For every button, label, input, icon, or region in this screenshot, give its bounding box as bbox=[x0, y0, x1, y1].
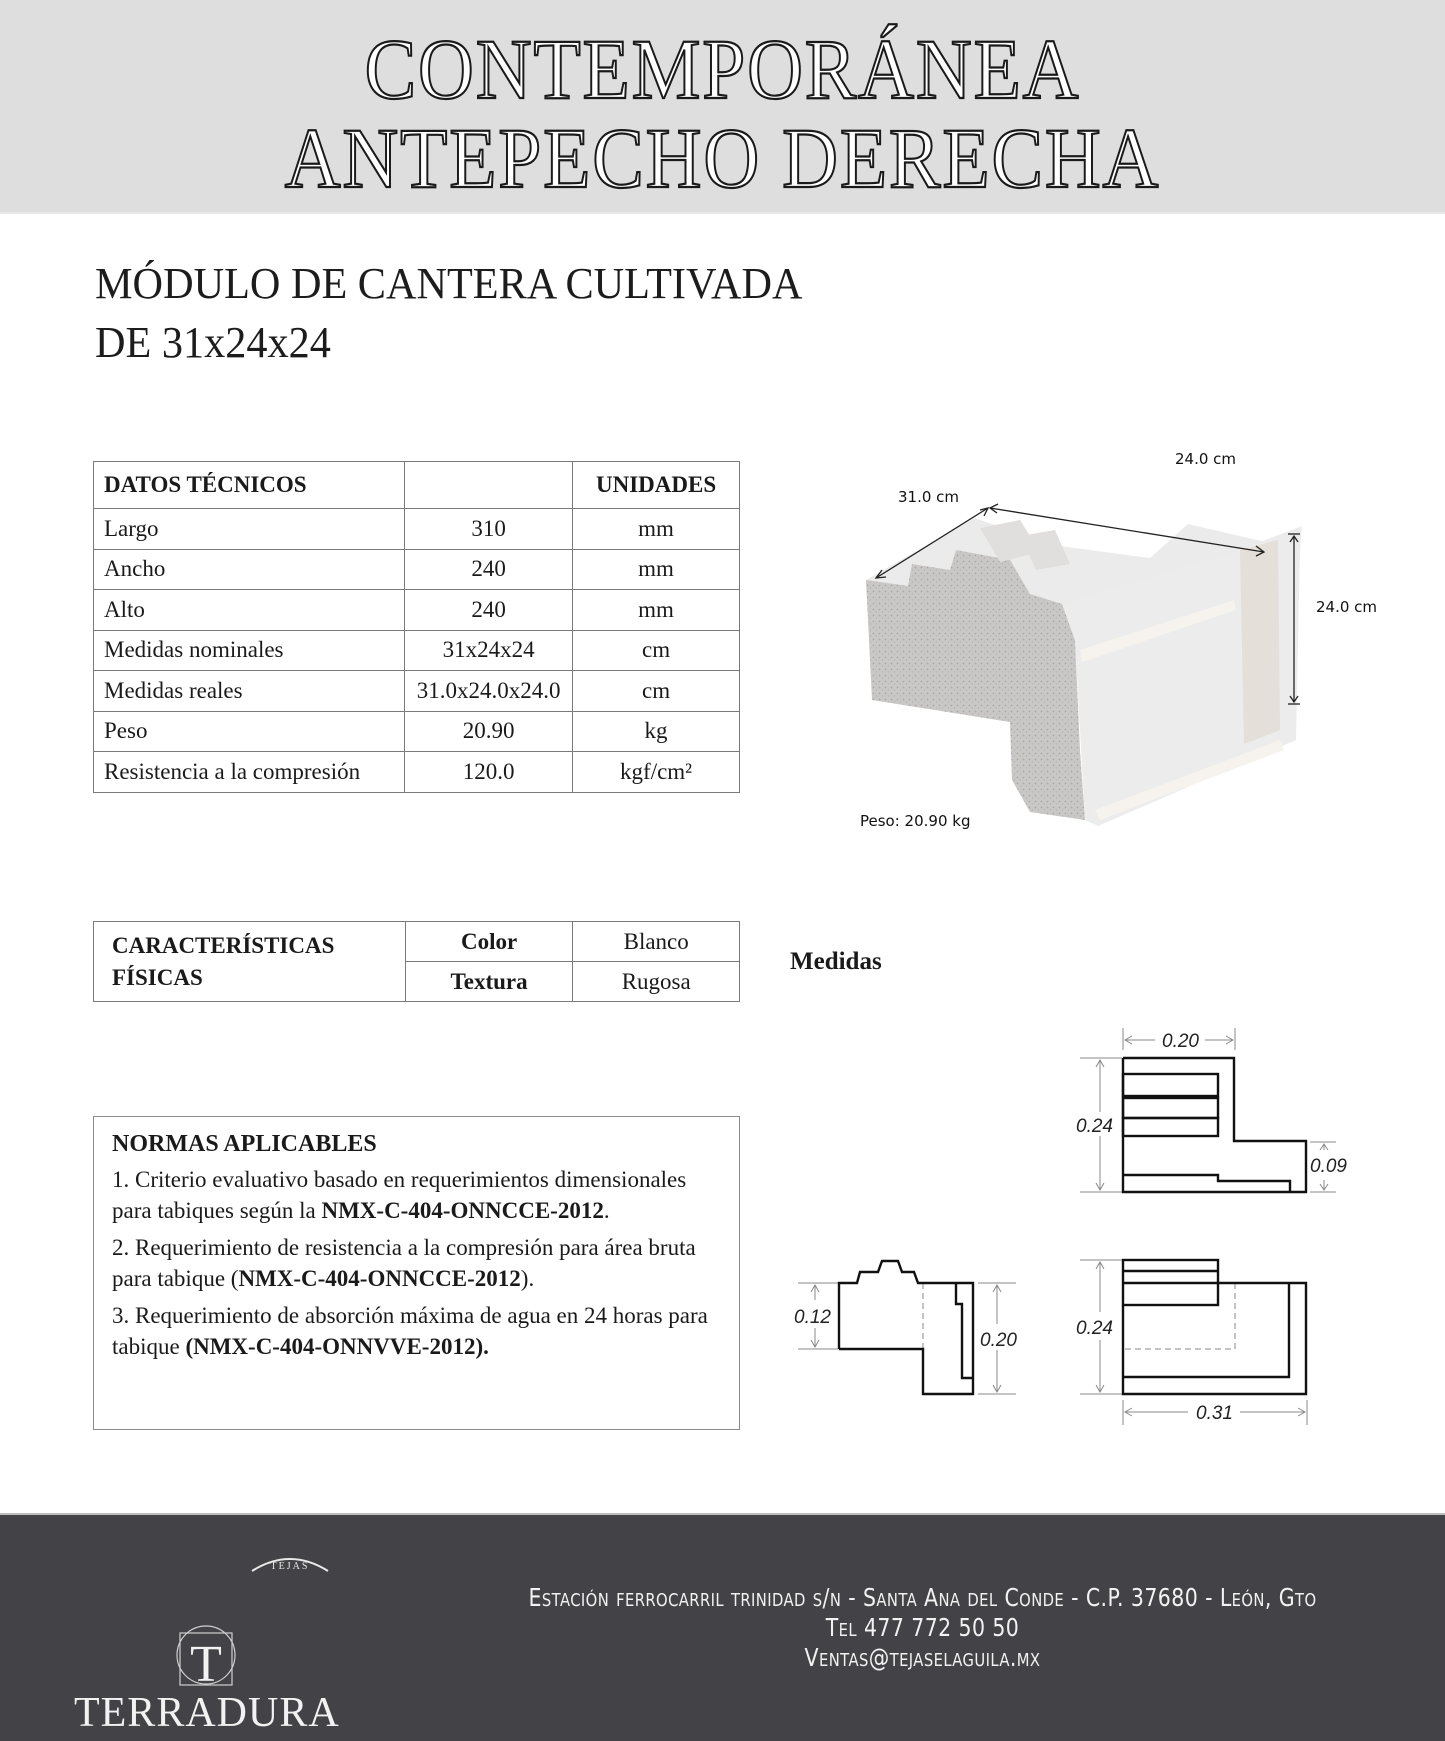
table-row bbox=[94, 711, 740, 752]
row-label: Medidas reales bbox=[94, 671, 405, 712]
row-unit: cm bbox=[573, 671, 740, 712]
row-value: 120.0 bbox=[405, 752, 573, 793]
row-value: 20.90 bbox=[405, 711, 573, 752]
standard-code: NMX-C-404-ONNCCE-2012 bbox=[238, 1266, 521, 1291]
standard-code: NMX-C-404-ONNCCE-2012 bbox=[321, 1198, 604, 1223]
standard-item bbox=[112, 1300, 721, 1362]
top-step-label: 0.09 bbox=[1310, 1156, 1347, 1177]
product-photo bbox=[860, 440, 1400, 840]
applicable-standards-box bbox=[93, 1116, 740, 1430]
page-title-line2: ANTEPECHO DERECHA bbox=[284, 110, 1161, 206]
brand-name: TERRADURA bbox=[74, 1690, 340, 1736]
table-row bbox=[94, 509, 740, 550]
table-row bbox=[94, 549, 740, 590]
row-label: Medidas nominales bbox=[94, 630, 405, 671]
header-cell: DATOS TÉCNICOS bbox=[94, 462, 405, 509]
row-value: 240 bbox=[405, 590, 573, 631]
address: Estación ferrocarril trinidad s/n - Santa Ana del Conde - C.P. 37680 - León, Gto bbox=[528, 1583, 1317, 1612]
email-link[interactable]: Ventas@tejaselaguila.mx bbox=[804, 1643, 1041, 1672]
row-unit: kgf/cm² bbox=[573, 752, 740, 793]
row-label: Peso bbox=[94, 711, 405, 752]
footer bbox=[0, 1513, 1445, 1741]
terradura-logo-icon bbox=[170, 1625, 240, 1691]
row-value: Blanco bbox=[573, 922, 740, 962]
front-height-label: 0.24 bbox=[1076, 1318, 1113, 1339]
front-width-label: 0.31 bbox=[1196, 1403, 1233, 1424]
contact-block bbox=[400, 1583, 1445, 1673]
row-unit: mm bbox=[573, 549, 740, 590]
top-view-drawing bbox=[1060, 1020, 1380, 1200]
physical-label-line2: FÍSICAS bbox=[112, 964, 203, 990]
row-label: Alto bbox=[94, 590, 405, 631]
standard-text: 2. Requerimiento de resistencia a la compresión para área bruta para tabique ( bbox=[112, 1235, 696, 1291]
row-key: Color bbox=[405, 922, 573, 962]
standard-item bbox=[112, 1164, 721, 1226]
physical-label bbox=[94, 922, 406, 1002]
phone: Tel 477 772 50 50 bbox=[825, 1613, 1020, 1642]
page-title-line1: CONTEMPORÁNEA bbox=[364, 21, 1081, 117]
standard-text: 3. Requerimiento de absorción máxima de agua en 24 horas para tabique bbox=[112, 1303, 708, 1359]
row-label: Largo bbox=[94, 509, 405, 550]
front-view-drawing bbox=[1060, 1250, 1380, 1430]
product-subtitle-line2: DE 31x24x24 bbox=[95, 318, 331, 367]
table-row bbox=[94, 671, 740, 712]
row-unit: mm bbox=[573, 509, 740, 550]
product-subtitle-line1: MÓDULO DE CANTERA CULTIVADA bbox=[95, 259, 803, 308]
header-band bbox=[0, 0, 1445, 214]
medidas-heading: Medidas bbox=[790, 948, 882, 975]
standard-tail: ). bbox=[520, 1266, 535, 1291]
row-label: Resistencia a la compresión bbox=[94, 752, 405, 793]
side-right-label: 0.20 bbox=[980, 1330, 1017, 1351]
header-cell bbox=[405, 462, 573, 509]
physical-characteristics-table bbox=[93, 921, 740, 1002]
standard-item bbox=[112, 1232, 721, 1294]
weight-label: Peso: 20.90 kg bbox=[860, 812, 971, 830]
row-value: 240 bbox=[405, 549, 573, 590]
top-height-label: 0.24 bbox=[1076, 1116, 1113, 1137]
tejas-arc-text: TEJAS bbox=[270, 1561, 310, 1572]
physical-label-line1: CARACTERÍSTICAS bbox=[112, 932, 335, 958]
side-left-label: 0.12 bbox=[794, 1307, 831, 1328]
row-value: 31.0x24.0x24.0 bbox=[405, 671, 573, 712]
side-view-drawing bbox=[780, 1250, 1040, 1410]
standard-code: (NMX-C-404-ONNVVE-2012). bbox=[185, 1334, 489, 1359]
tejas-arc-logo bbox=[250, 1551, 330, 1573]
row-key: Textura bbox=[405, 962, 573, 1002]
width-dimension-label: 24.0 cm bbox=[1175, 450, 1237, 468]
standard-tail: . bbox=[603, 1198, 610, 1223]
table-row bbox=[94, 752, 740, 793]
row-value: Rugosa bbox=[573, 962, 740, 1002]
row-value: 310 bbox=[405, 509, 573, 550]
length-dimension-label: 31.0 cm bbox=[898, 488, 960, 506]
standard-text: 1. Criterio evaluativo basado en requerimientos dimensionales para tabiques según la bbox=[112, 1167, 687, 1223]
table-header-row bbox=[94, 462, 740, 509]
table-row bbox=[94, 630, 740, 671]
row-unit: mm bbox=[573, 590, 740, 631]
row-value: 31x24x24 bbox=[405, 630, 573, 671]
technical-data-table bbox=[93, 461, 740, 793]
row-label: Ancho bbox=[94, 549, 405, 590]
height-dimension-label: 24.0 cm bbox=[1316, 598, 1378, 616]
row-unit: kg bbox=[573, 711, 740, 752]
standards-title: NORMAS APLICABLES bbox=[112, 1131, 377, 1157]
logo-letter: T bbox=[190, 1636, 222, 1691]
table-row bbox=[94, 922, 740, 962]
top-width-label: 0.20 bbox=[1162, 1031, 1199, 1052]
header-cell: UNIDADES bbox=[573, 462, 740, 509]
table-row bbox=[94, 590, 740, 631]
row-unit: cm bbox=[573, 630, 740, 671]
